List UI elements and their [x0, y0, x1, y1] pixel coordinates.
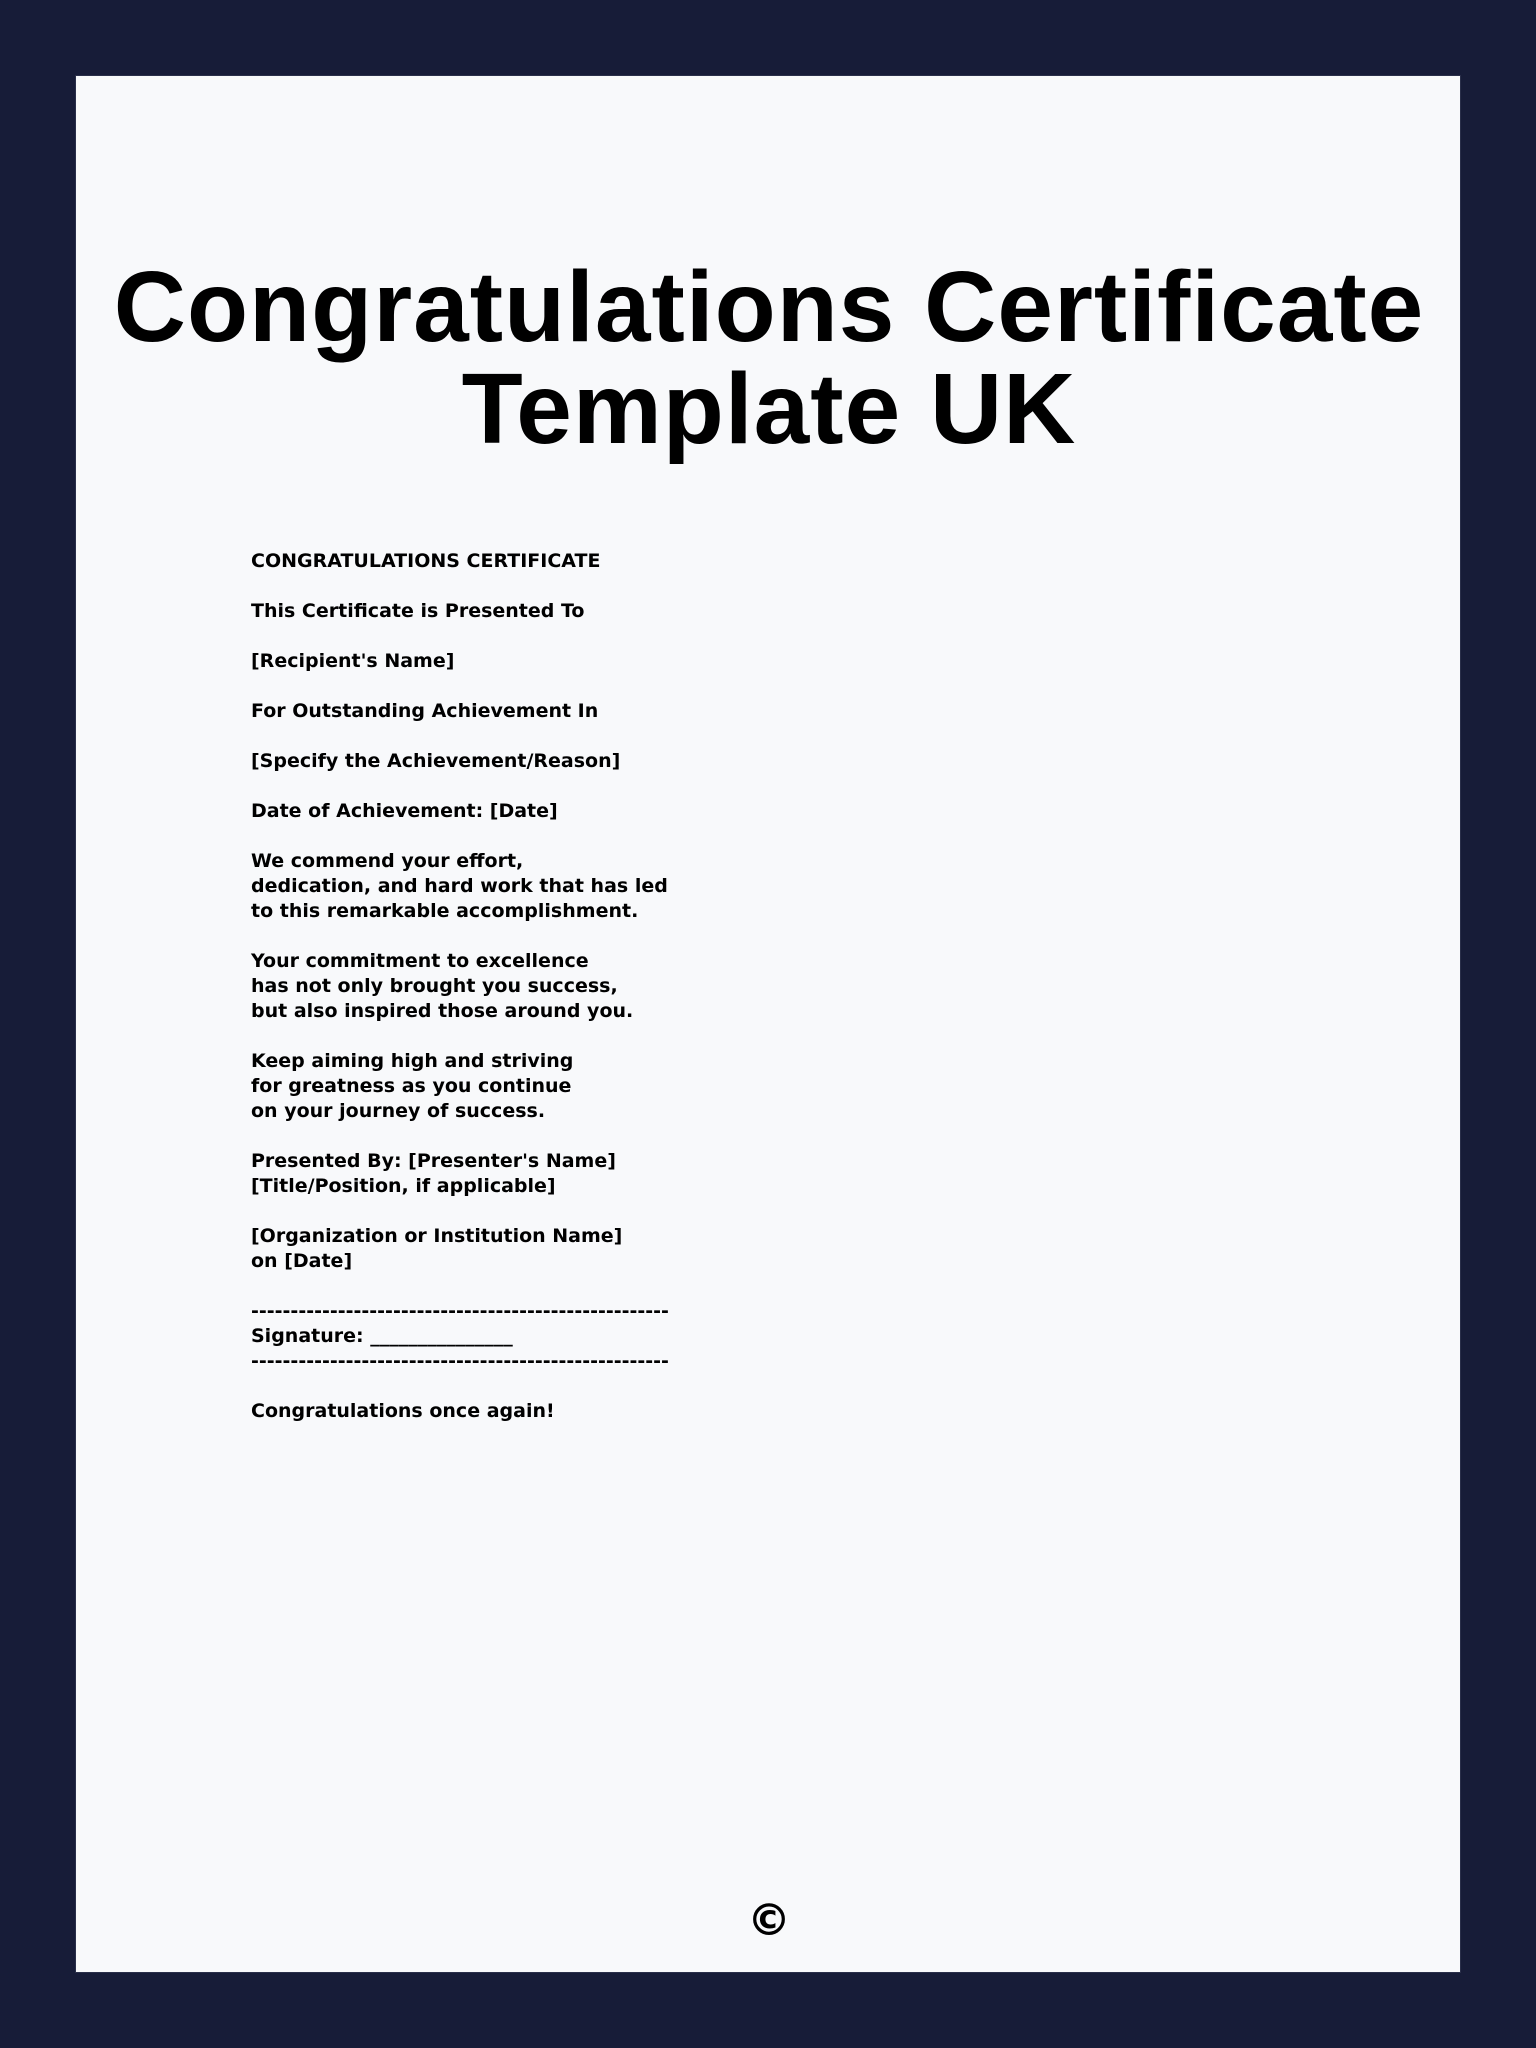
- certificate-heading: CONGRATULATIONS CERTIFICATE: [251, 550, 601, 572]
- page-title: [76, 251, 1462, 465]
- signature-divider-top: -----------------------------------------------------: [251, 1300, 669, 1322]
- page-title-line-1: Congratulations Certificate: [113, 251, 1425, 363]
- achievement-intro-text: For Outstanding Achievement In: [251, 700, 599, 722]
- copyright-icon: ©: [747, 1895, 791, 1946]
- signature-divider-bottom: -----------------------------------------------------: [251, 1350, 669, 1372]
- commendation-paragraph: We commend your effort, dedication, and hard work that has led to this remarkable accomplishment.: [251, 850, 668, 922]
- certificate-page: [75, 75, 1461, 1973]
- encouragement-paragraph: Keep aiming high and striving for greatness as you continue on your journey of success.: [251, 1050, 574, 1122]
- presented-to-text: This Certificate is Presented To: [251, 600, 585, 622]
- presented-by-block: Presented By: [Presenter's Name] [Title/Position, if applicable]: [251, 1150, 616, 1197]
- closing-text: Congratulations once again!: [251, 1400, 555, 1422]
- recipient-name-placeholder: [Recipient's Name]: [251, 650, 455, 672]
- certificate-body: [251, 549, 771, 1449]
- achievement-date-line: Date of Achievement: [Date]: [251, 800, 558, 822]
- excellence-paragraph: Your commitment to excellence has not only brought you success, but also inspired those around you.: [251, 950, 634, 1022]
- achievement-placeholder: [Specify the Achievement/Reason]: [251, 750, 621, 772]
- page-title-line-2: Template UK: [461, 353, 1077, 465]
- organization-block: [Organization or Institution Name] on [Date]: [251, 1225, 623, 1272]
- signature-line: Signature: _______________: [251, 1325, 513, 1347]
